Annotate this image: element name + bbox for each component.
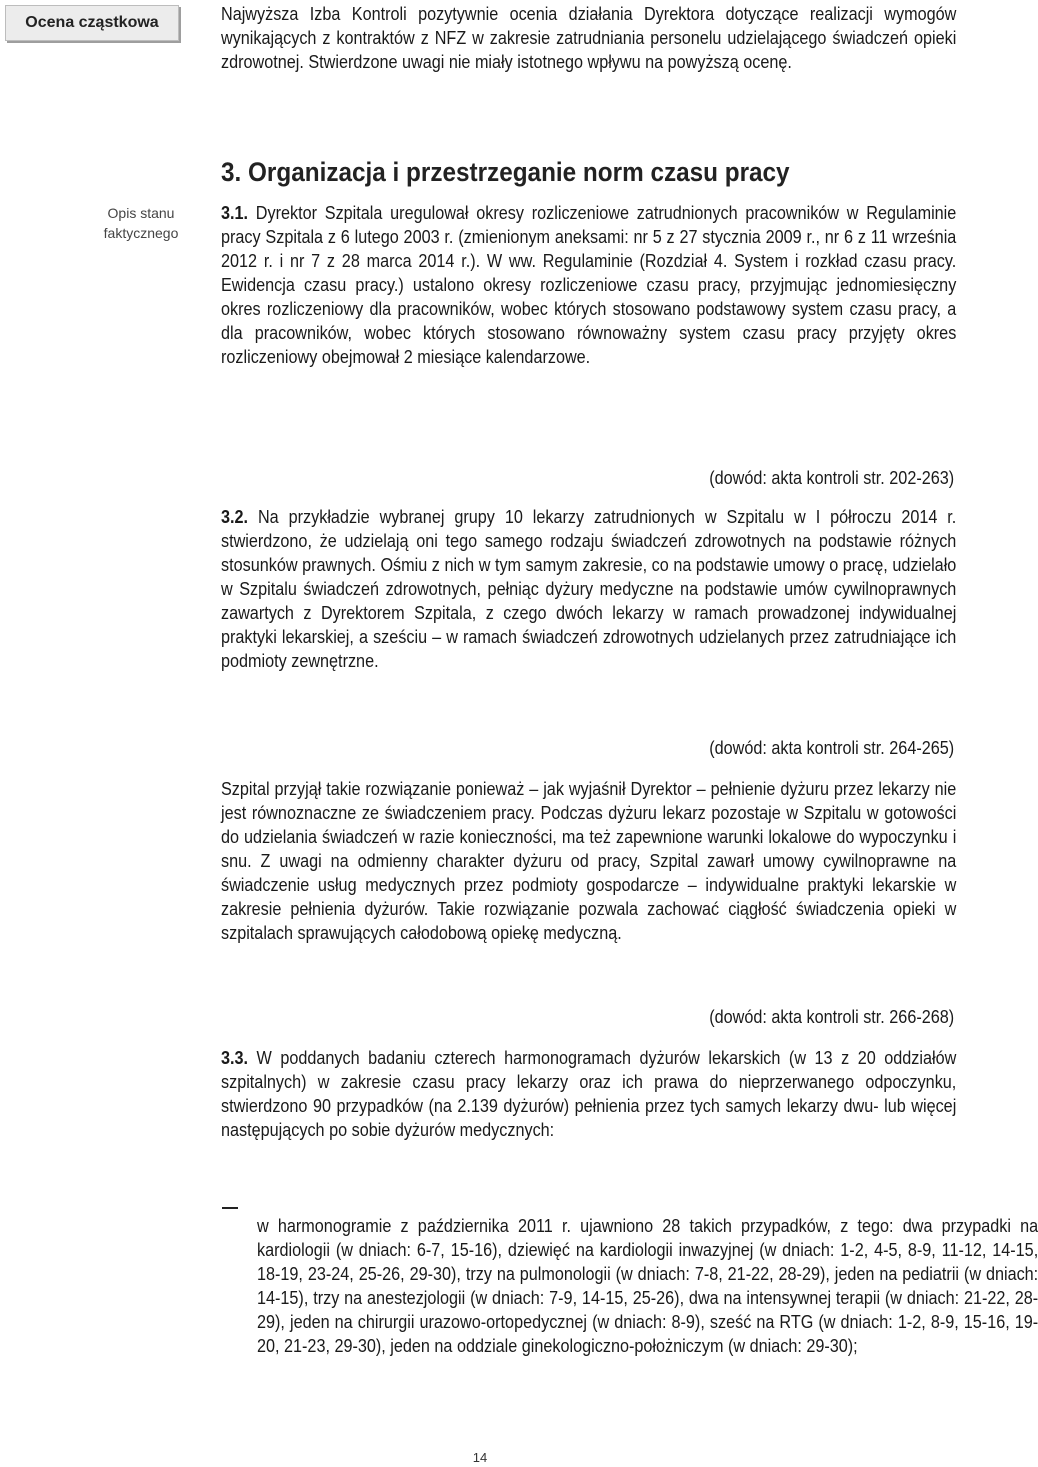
list-item: [257, 1196, 1038, 1376]
evidence-reference: (dowód: akta kontroli str. 266-268): [709, 1007, 954, 1027]
paragraph-3-2-followup: [221, 777, 956, 945]
section-heading: 3. Organizacja i przestrzeganie norm czasu pracy: [221, 157, 790, 187]
assessment-badge: [5, 5, 179, 41]
evidence-reference: (dowód: akta kontroli str. 202-263): [709, 468, 954, 488]
assessment-badge-label: Ocena cząstkowa: [25, 14, 159, 31]
evidence-reference: (dowód: akta kontroli str. 264-265): [709, 738, 954, 758]
page-number: 14: [472, 1450, 488, 1465]
paragraph-3-1: [221, 201, 956, 369]
paragraph-number: 3.1.: [221, 203, 249, 223]
paragraph-text: Na przykładzie wybranej grupy 10 lekarzy zatrudnionych w Szpitalu w I półroczu 2014 r. stwierdzono, że udzielają oni tego samego rodzaju świadczeń zdrowotnych na podstawie różnych stosunków prawnych. Ośmiu z nich w tym samym zakresie, co na podstawie umowy o pracę, udzielało w Szpitalu świadczeń zdrowotnych, pełniąc dyżury medyczne na podstawie umów cywilnoprawnych zawartych z Dyrektorem Szpitala, z czego dwóch lekarzy w ramach prowadzonej indywidualnej praktyki lekarskiej, a sześciu – w ramach świadczeń zdrowotnych udzielanych przez zatrudniające ich podmioty zewnętrzne.: [221, 507, 957, 671]
list-item-text: w harmonogramie z października 2011 r. ujawniono 28 takich przypadków, z tego: dwa przypadki na kardiologii (w dniach: 6-7, 15-16), dziewięć na kardiologii inwazyjnej (w dniach: 1-2, 4-5, 8-9, 11-12, 14-15, 18-19, 23-24, 25-26, 29-30), trzy na pulmonologii (w dniach: 7-8, 21-22, 28-29), jeden na pediatrii (w dniach: 14-15), trzy na anestezjologii (w dniach: 7-9, 14-15, 25-26), dwa na intensywnej terapii (w dniach: 21-22, 28-29), jeden na chirurgii urazowo-ortopedycznej (w dniach: 8-9), sześć na RTG (w dniach: 1-2, 8-9, 15-16, 19-20, 21-23, 29-30), jeden na oddziale ginekologiczno-położniczym (w dniach: 29-30);: [257, 1216, 1038, 1356]
paragraph-3-2: [221, 505, 956, 673]
paragraph-number: 3.2.: [221, 507, 249, 527]
side-label: Opis stanu faktycznego: [103, 205, 179, 241]
paragraph-text: Dyrektor Szpitala uregulował okresy rozliczeniowe zatrudnionych pracowników w Regulaminie pracy Szpitala z 6 lutego 2003 r. (zmienionym aneksami: nr 5 z 27 stycznia 2009 r., nr 6 z 11 września 2012 r. i nr 7 z 28 marca 2014 r.). W ww. Regulaminie (Rozdział 4. System i rozkład czasu pracy. Ewidencja czasu pracy.) ustalono okresy rozliczeniowe czasu pracy, przyjmując jednomiesięczny okres rozliczeniowy dla pracowników, wobec których stosowano podstawowy system czasu pracy, a dla pracowników, wobec których stosowano równoważny system czasu pracy przyjęty okres rozliczeniowy obejmował 2 miesiące kalendarzowe.: [221, 203, 957, 367]
intro-text: Najwyższa Izba Kontroli pozytywnie ocenia działania Dyrektora dotyczące realizacji wymogów wynikających z kontraktów z NFZ w zakresie zatrudniania personelu udzielającego świadczeń opieki zdrowotnej. Stwierdzone uwagi nie miały istotnego wpływu na powyższą ocenę.: [221, 4, 957, 72]
paragraph-text: Szpital przyjął takie rozwiązanie ponieważ – jak wyjaśnił Dyrektor – pełnienie dyżuru przez lekarzy nie jest równoznaczne ze świadczeniem pracy. Podczas dyżuru lekarz pozostaje w Szpitalu w gotowości do udzielania świadczeń w razie konieczności, ma też zapewnione warunki lokalowe do wypoczynku i snu. Z uwagi na odmienny charakter dyżuru od pracy, Szpital zawarł umowy cywilnoprawne na świadczenie usług medycznych przez podmioty gospodarcze – indywidualne praktyki lekarskie w zakresie pełnienia dyżurów. Takie rozwiązanie pozwala zachować ciągłość świadczenia opieki w szpitalach sprawujących całodobową opiekę medyczną.: [221, 779, 957, 943]
paragraph-3-3: [221, 1046, 956, 1142]
paragraph-number: 3.3.: [221, 1048, 249, 1068]
bullet-dash-icon: [222, 1207, 238, 1209]
paragraph-text: W poddanych badaniu czterech harmonogramach dyżurów lekarskich (w 13 z 20 oddziałów szpitalnych) w zakresie czasu pracy lekarzy oraz ich prawa do nieprzerwanego odpoczynku, stwierdzono 90 przypadków (na 2.139 dyżurów) pełnienia przez tych samych lekarzy dwu- lub więcej następujących po sobie dyżurów medycznych:: [221, 1048, 957, 1140]
intro-paragraph: [221, 2, 956, 74]
